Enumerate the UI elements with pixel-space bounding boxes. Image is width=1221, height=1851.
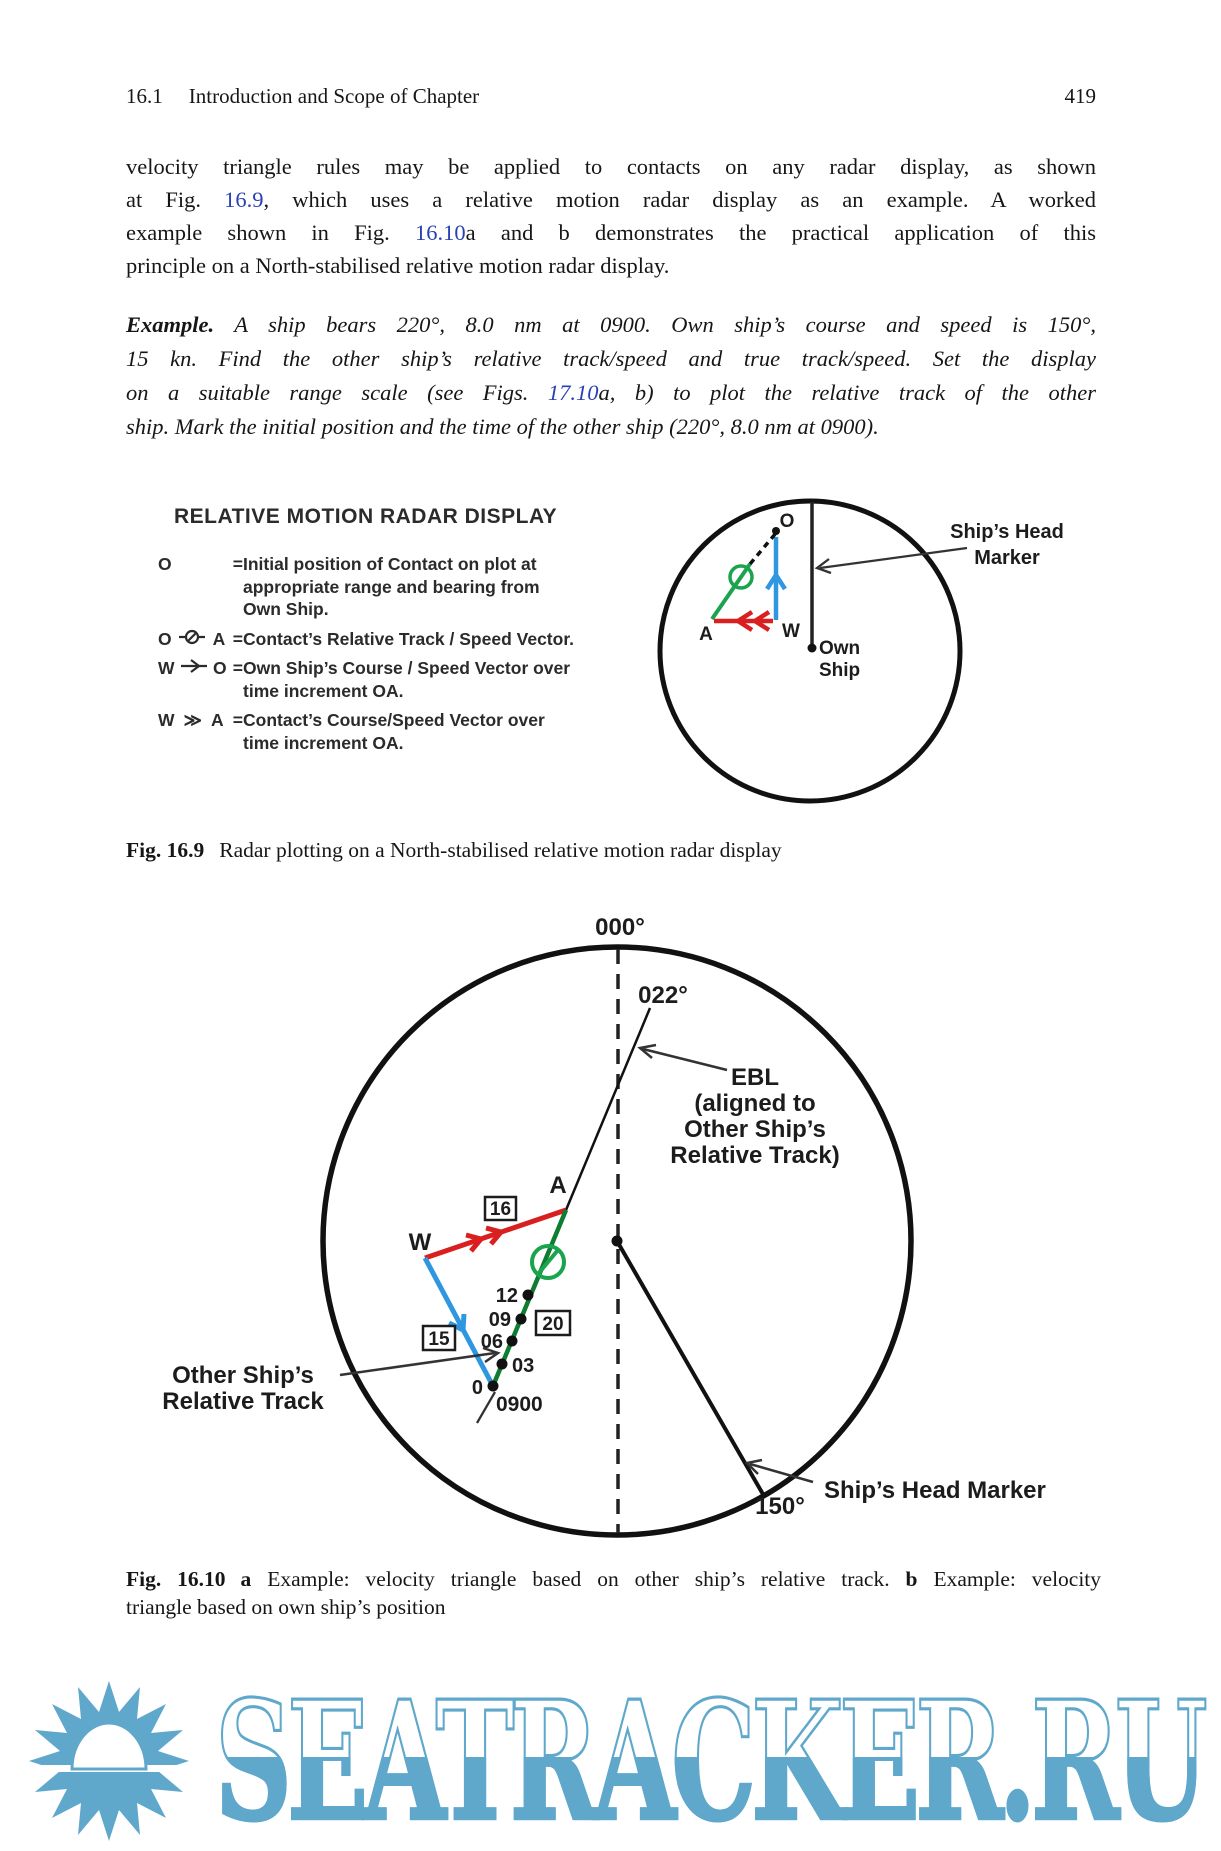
legend-text-line: time increment OA.: [243, 732, 404, 753]
speed-box-15-value: 15: [428, 1329, 450, 1350]
watermark-text: SEATRACKER.RU: [215, 1664, 1203, 1851]
time-label-12: 12: [495, 1285, 518, 1307]
time-dot-0900: [488, 1381, 499, 1392]
shm-callout-line: [820, 548, 967, 568]
line-chevron-arrow-icon: [181, 657, 207, 680]
own-ship-label: Own: [819, 638, 861, 659]
example-lead: Example.: [126, 312, 215, 337]
ebl-callout-label: (aligned to: [694, 1090, 816, 1117]
plot-dashed-segment: [750, 533, 776, 564]
relative-track-callout-label: Relative Track: [162, 1388, 324, 1415]
symbol-letter-o: O: [158, 554, 172, 574]
legend-text-line: Initial position of Contact on plot at: [243, 554, 537, 574]
legend-symbol: [158, 553, 243, 576]
example-line-4: [126, 410, 1096, 444]
ebl-callout-label: Other Ship’s: [684, 1116, 826, 1143]
example-text: on a suitable range scale (see Figs.: [126, 380, 548, 405]
relative-track-callout-label: Other Ship’s: [172, 1362, 314, 1389]
time-label-09: 09: [488, 1309, 511, 1331]
legend-text: [243, 657, 570, 702]
legend-row-initial-position: [158, 553, 633, 621]
point-w-label: W: [782, 621, 800, 642]
symbol-letter-w: W: [158, 710, 175, 730]
shm-callout-label: Ship’s Head: [950, 521, 1064, 543]
sun-logo-icon: [12, 1677, 207, 1845]
page-header: [126, 84, 1096, 109]
watermark: [0, 1664, 1221, 1851]
caption-label: Fig. 16.9: [126, 838, 205, 862]
symbol-letter-w: W: [158, 658, 175, 678]
ebl-callout-label: Relative Track): [670, 1142, 840, 1169]
caption-text: Example: velocity triangle based on other ship’s relative track.: [267, 1567, 890, 1591]
equals-sign: =: [232, 554, 243, 574]
symbol-letter-a: A: [212, 628, 226, 649]
caption-part-b: b: [905, 1567, 918, 1591]
intro-text: at Fig.: [126, 187, 225, 212]
example-line-2: [126, 342, 1096, 376]
intro-text: , which uses a relative motion radar display as an example. A worked: [263, 187, 1096, 212]
point-w-label: W: [408, 1229, 432, 1256]
intro-line-3: [126, 216, 1096, 249]
example-text: ship. Mark the initial position and the time of the other ship (220°, 8.0 nm at 0900).: [126, 414, 879, 439]
shm-callout-label: Marker: [974, 547, 1040, 569]
fig169-caption: [126, 836, 1101, 864]
section-number: 16.1: [126, 84, 163, 108]
legend-text: [243, 628, 574, 651]
intro-text: velocity triangle rules may be applied to contacts on any radar display, as shown: [126, 154, 1096, 179]
equals-sign: =: [232, 658, 243, 678]
caption-line-1: [126, 1565, 1101, 1593]
legend-text-line: Contact’s Relative Track / Speed Vector.: [243, 628, 575, 649]
ebl-callout-label: EBL: [731, 1064, 779, 1091]
fig169-legend-title: RELATIVE MOTION RADAR DISPLAY: [174, 505, 558, 528]
ebl-callout-line: [643, 1049, 727, 1070]
line-circle-slash-icon: [179, 628, 205, 651]
fig1610-caption: [126, 1565, 1101, 1621]
legend-row-own-ship-vector: [158, 657, 633, 702]
legend-text-line: time increment OA.: [243, 680, 404, 701]
symbol-letter-a: A: [211, 710, 224, 730]
north-bearing-label: 000°: [595, 914, 645, 941]
intro-line-4: [126, 249, 1096, 282]
example-text: 15 kn. Find the other ship’s relative track/speed and true track/speed. Set the display: [126, 346, 1096, 371]
time-dot-03: [497, 1359, 508, 1370]
page-number: 419: [1064, 84, 1096, 108]
time-label-0900: 0900: [496, 1393, 543, 1416]
legend-symbol: [158, 709, 243, 732]
time-label-03: 03: [512, 1355, 535, 1377]
legend-text-line: appropriate range and bearing from: [243, 576, 540, 597]
caption-text: Example: velocity: [933, 1567, 1102, 1591]
ships-head-marker-line: [617, 1241, 764, 1496]
example-text: A ship bears 220°, 8.0 nm at 0900. Own ship’s course and speed is 150°,: [214, 312, 1096, 337]
legend-text-line: Own Ship.: [243, 599, 329, 619]
legend-text: [243, 709, 545, 754]
ebl-line: [566, 1008, 650, 1210]
own-ship-dot: [808, 644, 817, 653]
example-line-3: [126, 376, 1096, 410]
point-o-label: O: [779, 511, 795, 532]
running-head-title: Introduction and Scope of Chapter: [188, 84, 480, 108]
shm-callout-label: Ship’s Head Marker: [824, 1477, 1046, 1504]
point-a-label: A: [699, 624, 713, 645]
intro-text: principle on a North-stabilised relative motion radar display.: [126, 253, 670, 278]
legend-symbol: [158, 657, 243, 680]
example-line-1: [126, 308, 1096, 342]
legend-text-line: Contact’s Course/Speed Vector over: [243, 710, 545, 730]
equals-sign: =: [232, 628, 243, 649]
legend-row-relative-track: [158, 628, 633, 651]
legend-row-contact-vector: [158, 709, 633, 754]
time-dot-12: [523, 1290, 534, 1301]
time-label-06: 06: [480, 1331, 503, 1353]
own-ship-label: Ship: [819, 660, 861, 681]
point-a-label: A: [549, 1172, 567, 1199]
caption-part-a: a: [240, 1567, 252, 1591]
example-text: a, b) to plot the relative track of the other: [598, 380, 1096, 405]
fig-16-10-reference-link[interactable]: 16.10: [415, 220, 466, 245]
caption-line-2: triangle based on own ship’s position: [126, 1595, 446, 1619]
example-paragraph: [126, 308, 1096, 444]
time-dot-06: [507, 1336, 518, 1347]
legend-symbol: [158, 628, 243, 651]
time-label-0: 0: [471, 1377, 483, 1399]
fig169-legend: [158, 505, 633, 761]
speed-box-20-value: 20: [542, 1314, 564, 1335]
fig-17-10-reference-link[interactable]: 17.10: [547, 380, 599, 405]
intro-line-1: [126, 150, 1096, 183]
intro-line-2: [126, 183, 1096, 216]
intro-paragraph: [126, 150, 1096, 282]
intro-text: example shown in Fig.: [126, 220, 415, 245]
symbol-letter-o: O: [212, 658, 227, 678]
intro-text: a and b demonstrates the practical application of this: [465, 220, 1096, 245]
time-dot-09: [516, 1314, 527, 1325]
legend-text-line: Own Ship’s Course / Speed Vector over: [243, 658, 571, 678]
speed-box-16-value: 16: [489, 1199, 512, 1220]
fig-16-9-reference-link[interactable]: 16.9: [224, 187, 264, 212]
fig1610-radar-plot: [140, 905, 1100, 1550]
caption-label: Fig. 16.10: [126, 1567, 226, 1591]
symbol-letter-o: O: [158, 628, 172, 649]
equals-sign: =: [232, 710, 243, 730]
legend-text: [243, 553, 540, 621]
fig169-legend-rows: [158, 553, 633, 754]
course-bearing-label: 150°: [755, 1493, 805, 1520]
fig169-radar-diagram: [640, 480, 1090, 815]
own-ship-vector-blue: [425, 1258, 493, 1386]
ebl-bearing-label: 022°: [638, 982, 688, 1009]
caption-text: Radar plotting on a North-stabilised relative motion radar display: [219, 838, 782, 862]
double-chevron-icon: ≫: [183, 710, 202, 730]
track-callout-line: [340, 1353, 495, 1375]
